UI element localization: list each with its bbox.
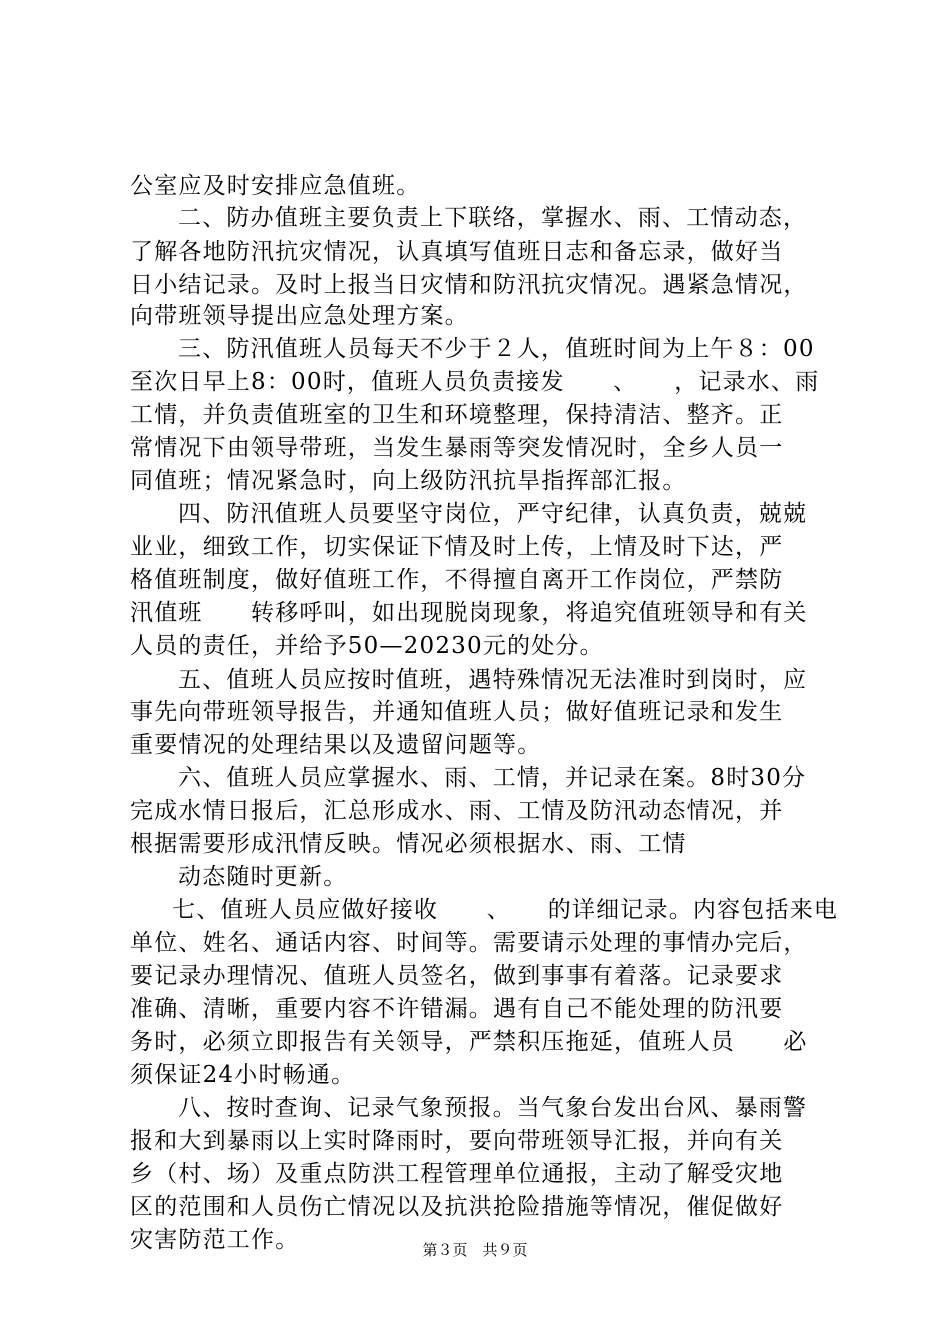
text-line: 要记录办理情况、值班人员签名，做到事事有着落。记录要求 [130, 963, 784, 989]
text-line: 二、防办值班主要负责上下联络，掌握水、雨、工情动态， [178, 205, 808, 231]
text-line: 工情，并负责值班室的卫生和环境整理，保持清洁、整齐。正 [130, 402, 784, 428]
text-line: 人员的责任，并给予50—20230元的处分。 [130, 633, 604, 659]
text-line: 须保证24小时畅通。 [130, 1062, 356, 1088]
text-line: 乡（村、场）及重点防洪工程管理单位通报，主动了解受灾地 [130, 1161, 784, 1187]
text-line: 同值班；情况紧急时，向上级防汛抗旱指挥部汇报。 [130, 468, 687, 494]
text-line: 至次日早上8：00时，值班人员负责接发 、 ，记录水、雨 [130, 369, 820, 395]
text-line: 动态随时更新。 [178, 864, 348, 890]
text-line: 业业，细致工作，切实保证下情及时上传，上情及时下达，严 [130, 534, 784, 560]
page-number-footer: 第３页 共９页 [422, 1241, 528, 1259]
text-line: 向带班领导提出应急处理方案。 [130, 303, 469, 329]
text-line: 八、按时查询、记录气象预报。当气象台发出台风、暴雨警 [178, 1095, 808, 1121]
text-line: 三、防汛值班人员每天不少于２人，值班时间为上午８：00 [178, 336, 815, 362]
text-line: 六、值班人员应掌握水、雨、工情，并记录在案。8时30分 [178, 765, 807, 791]
text-line: 了解各地防汛抗灾情况，认真填写值班日志和备忘录，做好当 [130, 239, 784, 265]
text-line: 重要情况的处理结果以及遗留问题等。 [130, 732, 542, 758]
text-line: 完成水情日报后，汇总形成水、雨、工情及防汛动态情况，并 [130, 798, 784, 824]
text-line: 灾害防范工作。 [130, 1227, 300, 1253]
text-line: 单位、姓名、通话内容、时间等。需要请示处理的事情办完后， [130, 930, 808, 956]
text-line: 七、值班人员应做好接收 、 的详细记录。内容包括来电 [172, 897, 839, 923]
text-line: 汛值班 转移呼叫，如出现脱岗现象，将追究值班领导和有关 [130, 600, 808, 626]
text-line: 公室应及时安排应急值班。 [130, 173, 421, 199]
text-line: 四、防汛值班人员要坚守岗位，严守纪律，认真负责，兢兢 [178, 501, 808, 527]
text-line: 日小结记录。及时上报当日灾情和防汛抗灾情况。遇紧急情况， [130, 272, 808, 298]
text-line: 根据需要形成汛情反映。情况必须根据水、雨、工情 [130, 831, 687, 857]
text-line: 格值班制度，做好值班工作，不得擅自离开工作岗位，严禁防 [130, 567, 784, 593]
text-line: 常情况下由领导带班，当发生暴雨等突发情况时，全乡人员一 [130, 435, 784, 461]
text-line: 报和大到暴雨以上实时降雨时，要向带班领导汇报，并向有关 [130, 1128, 784, 1154]
text-line: 准确、清晰，重要内容不许错漏。遇有自己不能处理的防汛要 [130, 996, 784, 1022]
text-line: 事先向带班领导报告，并通知值班人员；做好值班记录和发生 [130, 699, 784, 725]
text-line: 五、值班人员应按时值班，遇特殊情况无法准时到岗时，应 [178, 667, 808, 693]
text-line: 务时，必须立即报告有关领导，严禁积压拖延，值班人员 必 [130, 1029, 808, 1055]
text-line: 区的范围和人员伤亡情况以及抗洪抢险措施等情况，催促做好 [130, 1194, 784, 1220]
